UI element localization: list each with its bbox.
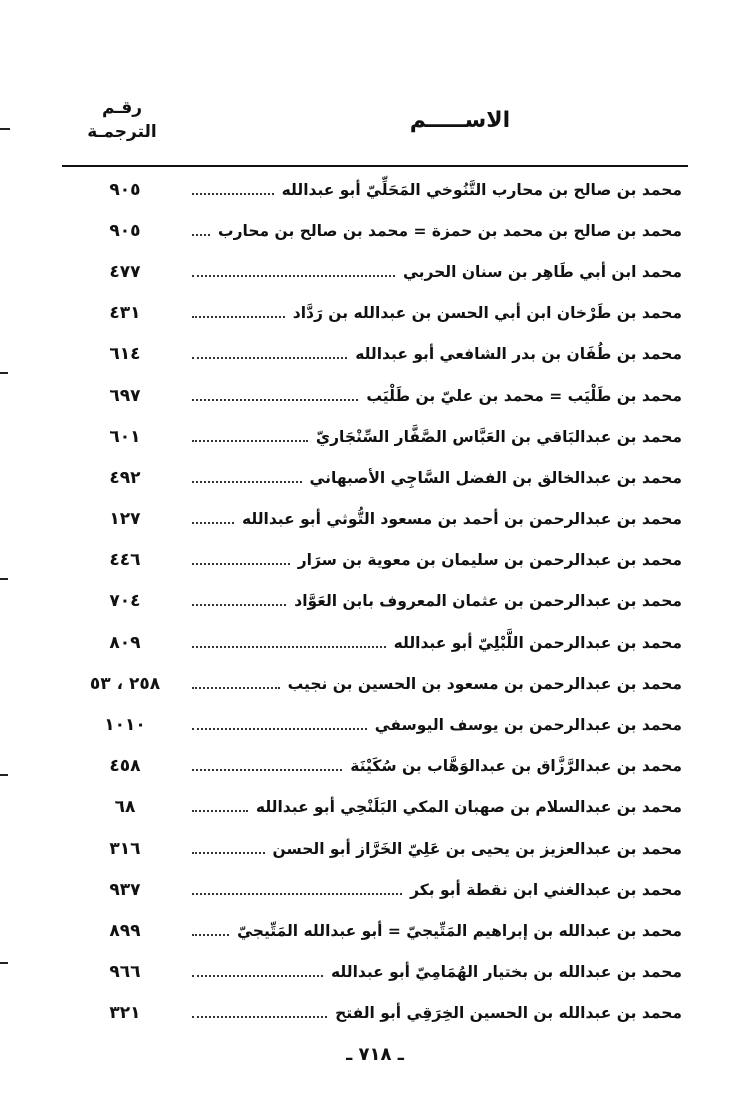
dot-leader [192, 934, 229, 936]
entry-number: ٣٢١ [109, 1003, 141, 1024]
dot-leader [192, 357, 347, 359]
edge-mark [0, 578, 8, 580]
entry-name: محمد بن عبدالبَاقي بن العَبَّاس الصَّفَّار السِّنْجَاريّ [315, 427, 682, 446]
dot-leader [192, 316, 285, 318]
entry-number: ٦٩٧ [109, 385, 141, 406]
entry-name: محمد بن عبدالرَّزَّاق بن عبدالوَهَّاب بن سُكَيْنَة [350, 757, 682, 776]
entry-number: ٦١٤ [109, 344, 141, 365]
index-entry-row [70, 828, 682, 869]
entry-number: ٧٠٤ [109, 591, 141, 612]
entry-number: ٤٣١ [109, 303, 141, 324]
index-entry-row [70, 952, 682, 993]
dot-leader [192, 769, 342, 771]
entry-name: محمد بن عبدالخالق بن الفضل السَّاجِي الأصبهاني [309, 468, 682, 487]
entry-name: محمد بن عبدالرحمن بن يوسف اليوسفي [374, 716, 682, 735]
dot-leader [192, 399, 358, 401]
entry-number: ٤٥٨ [109, 756, 141, 777]
dot-leader [192, 646, 386, 648]
index-entry-row [70, 869, 682, 910]
entry-name: محمد بن عبدالرحمن بن عثمان المعروف بابن العَوَّاد [294, 592, 682, 611]
index-entry-row [70, 622, 682, 663]
index-entry-row [70, 293, 682, 334]
entry-name: محمد بن عبدالعزيز بن يحيى بن عَلِيّ الخَرَّاز أبو الحسن [272, 839, 682, 858]
entry-number-column-header [72, 96, 172, 144]
entry-number: ١٠١٠ [104, 715, 146, 736]
index-entry-row [70, 334, 682, 375]
entry-number: ٢٥٨ ، ٥٣ [89, 673, 161, 694]
dot-leader [192, 275, 395, 277]
dot-leader [192, 563, 290, 565]
entry-number: ٤٤٦ [109, 550, 141, 571]
name-column-header: الاســـــم [409, 108, 511, 133]
dot-leader [192, 687, 280, 689]
entry-name: محمد بن صالح بن محارب التَّنُوخي المَحَلِّيّ أبو عبدالله [281, 180, 682, 199]
entry-number: ٣١٦ [109, 838, 141, 859]
entry-number-header-line1: رقـم [101, 98, 143, 118]
index-entry-row [70, 169, 682, 210]
entry-number: ٦٠١ [109, 426, 141, 447]
entry-number: ٤٧٧ [109, 261, 141, 282]
entry-name: محمد بن طُفَان بن بدر الشافعي أبو عبدالله [355, 345, 682, 364]
index-entry-row [70, 746, 682, 787]
dot-leader [192, 604, 286, 606]
index-entry-row [70, 993, 682, 1034]
edge-mark [0, 372, 8, 374]
entry-name: محمد بن عبدالله بن إبراهيم المَتِّيجيّ = أبو عبدالله المَتِّيجيّ [237, 921, 682, 940]
entry-number-header-line2: الترجمـة [87, 122, 157, 142]
entry-name: محمد بن طَرْخان ابن أبي الحسن بن عبدالله بن رَدَّاد [292, 304, 682, 323]
edge-mark [0, 128, 10, 130]
entry-name: محمد بن عبدالرحمن بن أحمد بن مسعود التُّوثي أبو عبدالله [241, 510, 682, 529]
entry-number: ٩٠٥ [109, 179, 141, 200]
entry-number: ٨٠٩ [109, 632, 141, 653]
dot-leader [192, 193, 274, 195]
entry-number: ٦٨ [114, 797, 136, 818]
index-entry-row [70, 416, 682, 457]
index-entry-row [70, 375, 682, 416]
index-entry-row [70, 704, 682, 745]
index-entry-row [70, 910, 682, 951]
dot-leader [192, 975, 323, 977]
page-number: ـ ٧١٨ ـ [346, 1044, 404, 1065]
index-entry-row [70, 499, 682, 540]
entry-name: محمد بن عبدالله بن الحسين الخِرَقِي أبو الفتح [335, 1004, 682, 1023]
entry-number: ١٢٧ [109, 509, 141, 530]
index-entry-row [70, 457, 682, 498]
entry-name: محمد ابن أبي طَاهِر بن سنان الحربي [402, 262, 682, 281]
entry-name: محمد بن عبدالرحمن اللَّبْلِيّ أبو عبدالله [393, 633, 682, 652]
index-entry-row [70, 251, 682, 292]
entry-number: ٨٩٩ [109, 920, 141, 941]
dot-leader [192, 1016, 327, 1018]
dot-leader [192, 481, 302, 483]
dot-leader [192, 440, 308, 442]
header-rule [62, 165, 688, 167]
entry-name: محمد بن طَلْيَب = محمد بن عليّ بن طَلْيَب [366, 386, 682, 405]
index-entry-row [70, 581, 682, 622]
dot-leader [192, 810, 248, 812]
dot-leader [192, 852, 265, 854]
index-entry-row [70, 663, 682, 704]
index-entry-row [70, 540, 682, 581]
entry-name: محمد بن عبدالرحمن بن سليمان بن معوية بن سرَار [297, 551, 682, 570]
edge-mark [0, 774, 8, 776]
entry-number: ٩٣٧ [109, 879, 141, 900]
index-entry-row [70, 210, 682, 251]
edge-mark [0, 962, 8, 964]
dot-leader [192, 728, 367, 730]
entry-name: محمد بن صالح بن محمد بن حمزة = محمد بن صالح بن محارب [218, 221, 682, 240]
entry-number: ٩٦٦ [109, 962, 141, 983]
entry-name: محمد بن عبدالله بن بختيار الهُمَامِيّ أبو عبدالله [331, 963, 682, 982]
entry-name: محمد بن عبدالغني ابن نقطة أبو بكر [410, 880, 682, 899]
index-entry-row [70, 787, 682, 828]
entry-number: ٩٠٥ [109, 220, 141, 241]
entry-number: ٤٩٢ [109, 467, 141, 488]
dot-leader [192, 893, 402, 895]
dot-leader [192, 234, 210, 236]
entry-name: محمد بن عبدالرحمن بن مسعود بن الحسين بن نجيب [287, 674, 682, 693]
index-entries [70, 169, 682, 1034]
entry-name: محمد بن عبدالسلام بن صهبان المكي البَلَنْحِي أبو عبدالله [255, 798, 682, 817]
dot-leader [192, 522, 234, 524]
